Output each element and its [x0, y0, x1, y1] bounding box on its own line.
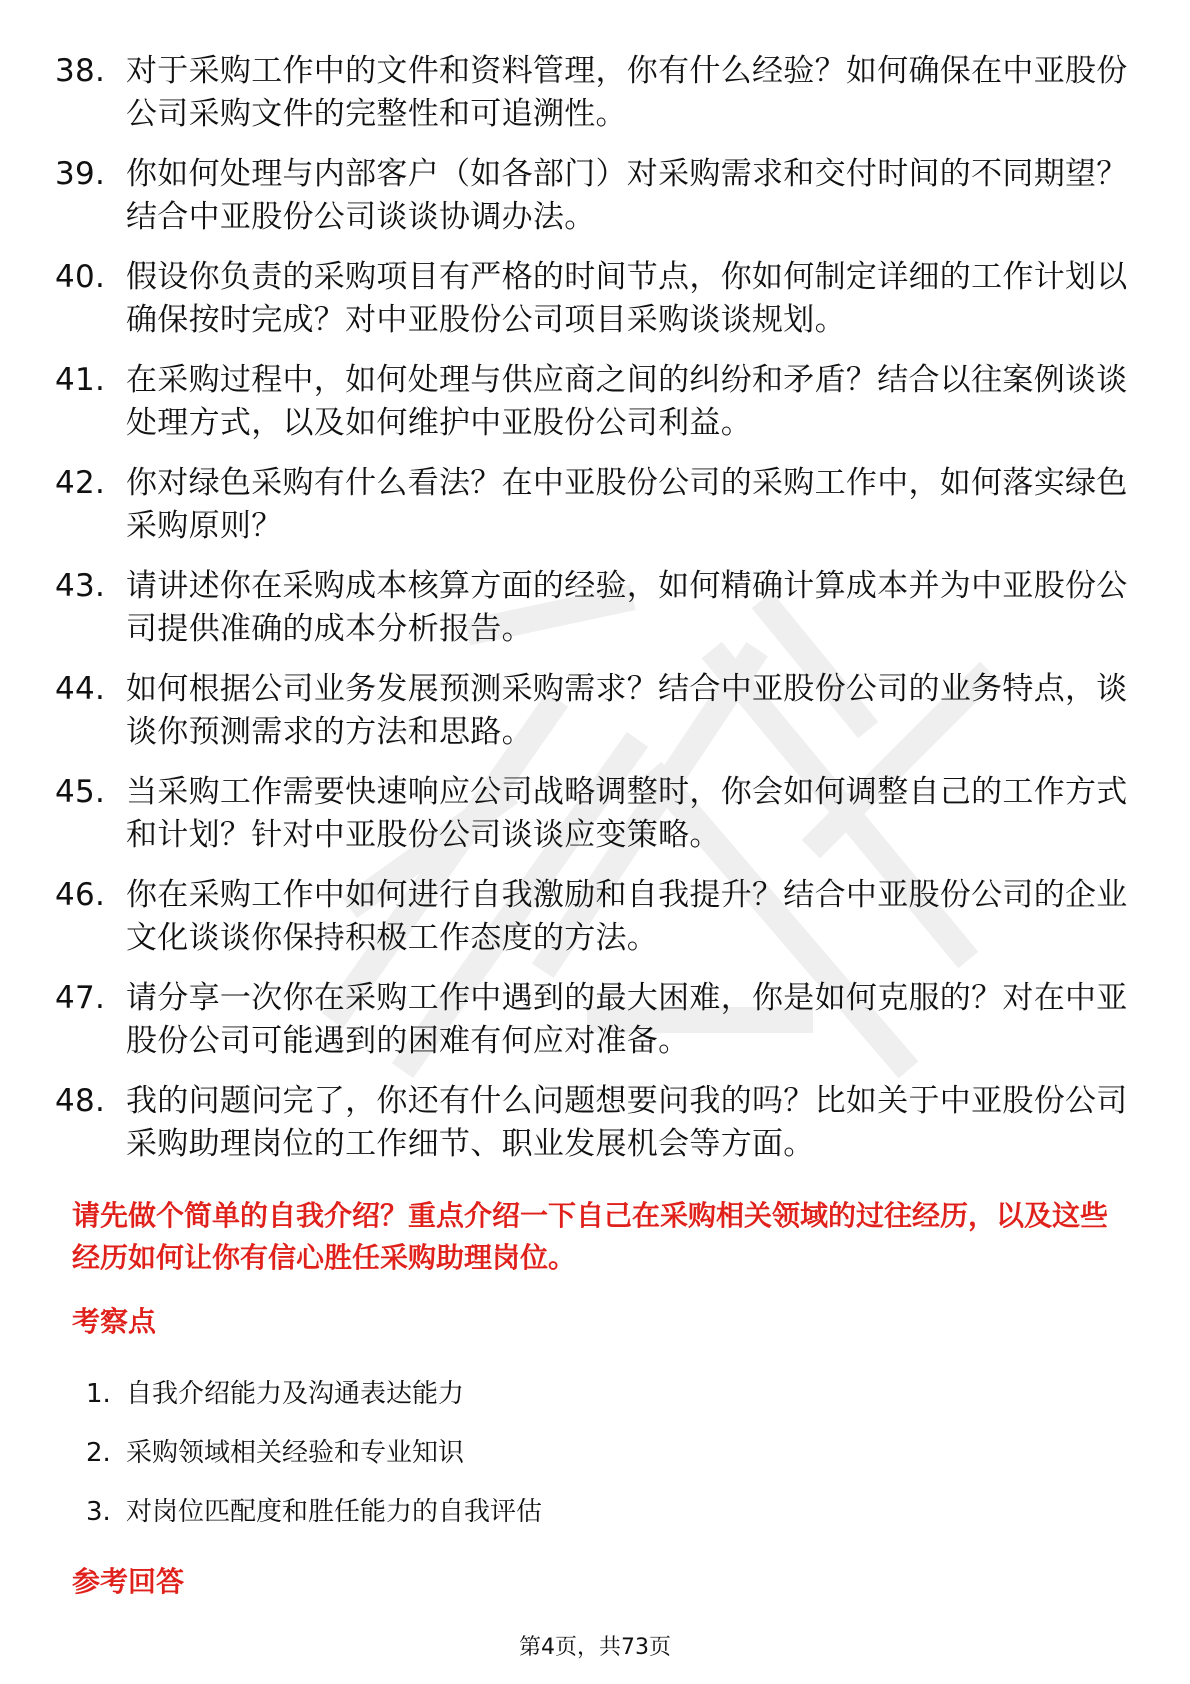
highlight-question: 请先做个简单的自我介绍？重点介绍一下自己在采购相关领域的过往经历，以及这些经历如何让你有信心胜任采购助理岗位。 — [72, 1199, 1109, 1274]
question-text: 你在采购工作中如何进行自我激励和自我提升？结合中亚股份公司的企业文化谈谈你保持积极工作态度的方法。 — [126, 877, 1128, 956]
question-item — [55, 771, 1130, 857]
point-text: 自我介绍能力及沟通表达能力 — [126, 1379, 465, 1409]
question-item — [55, 50, 1130, 136]
question-number: 41. — [55, 362, 106, 398]
question-text: 你如何处理与内部客户（如各部门）对采购需求和交付时间的不同期望？结合中亚股份公司谈谈协调办法。 — [126, 156, 1128, 235]
question-item — [55, 153, 1130, 239]
point-text: 对岗位匹配度和胜任能力的自我评估 — [126, 1497, 543, 1527]
question-number: 47. — [55, 980, 106, 1016]
point-item — [86, 1434, 542, 1472]
question-number: 38. — [55, 53, 106, 89]
question-text: 如何根据公司业务发展预测采购需求？结合中亚股份公司的业务特点，谈谈你预测需求的方法和思路。 — [126, 671, 1128, 750]
point-number: 3. — [86, 1497, 111, 1527]
point-text: 采购领域相关经验和专业知识 — [126, 1438, 465, 1468]
question-number: 42. — [55, 465, 106, 501]
question-text: 在采购过程中，如何处理与供应商之间的纠纷和矛盾？结合以往案例谈谈处理方式，以及如何维护中亚股份公司利益。 — [126, 362, 1128, 441]
question-number: 44. — [55, 671, 106, 707]
question-number: 45. — [55, 774, 106, 810]
question-item — [55, 565, 1130, 651]
question-text: 对于采购工作中的文件和资料管理，你有什么经验？如何确保在中亚股份公司采购文件的完整性和可追溯性。 — [126, 53, 1128, 132]
question-number: 39. — [55, 156, 106, 192]
question-item — [55, 874, 1130, 960]
points-title: 考察点 — [72, 1305, 157, 1338]
point-number: 2. — [86, 1438, 111, 1468]
question-item — [55, 256, 1130, 342]
question-text: 当采购工作需要快速响应公司战略调整时，你会如何调整自己的工作方式和计划？针对中亚股份公司谈谈应变策略。 — [126, 774, 1128, 853]
question-text: 我的问题问完了，你还有什么问题想要问我的吗？比如关于中亚股份公司采购助理岗位的工作细节、职业发展机会等方面。 — [126, 1083, 1128, 1162]
question-number: 46. — [55, 877, 106, 913]
question-text: 请讲述你在采购成本核算方面的经验，如何精确计算成本并为中亚股份公司提供准确的成本分析报告。 — [126, 568, 1128, 647]
question-item — [55, 462, 1130, 548]
question-item — [55, 668, 1130, 754]
question-text: 请分享一次你在采购工作中遇到的最大困难，你是如何克服的？对在中亚股份公司可能遇到的困难有何应对准备。 — [126, 980, 1128, 1059]
question-item — [55, 359, 1130, 445]
question-item — [55, 1080, 1130, 1166]
question-number: 40. — [55, 259, 106, 295]
point-number: 1. — [86, 1379, 111, 1409]
page-footer: 第4页，共73页 — [519, 1635, 671, 1660]
point-item — [86, 1375, 542, 1413]
question-number: 43. — [55, 568, 106, 604]
points-list — [86, 1375, 542, 1552]
point-item — [86, 1493, 542, 1531]
question-number: 48. — [55, 1083, 106, 1119]
question-item — [55, 977, 1130, 1063]
question-text: 假设你负责的采购项目有严格的时间节点，你如何制定详细的工作计划以确保按时完成？对中亚股份公司项目采购谈谈规划。 — [126, 259, 1128, 338]
question-list — [55, 50, 1130, 1183]
answer-title: 参考回答 — [72, 1565, 185, 1598]
question-text: 你对绿色采购有什么看法？在中亚股份公司的采购工作中，如何落实绿色采购原则？ — [126, 465, 1128, 544]
